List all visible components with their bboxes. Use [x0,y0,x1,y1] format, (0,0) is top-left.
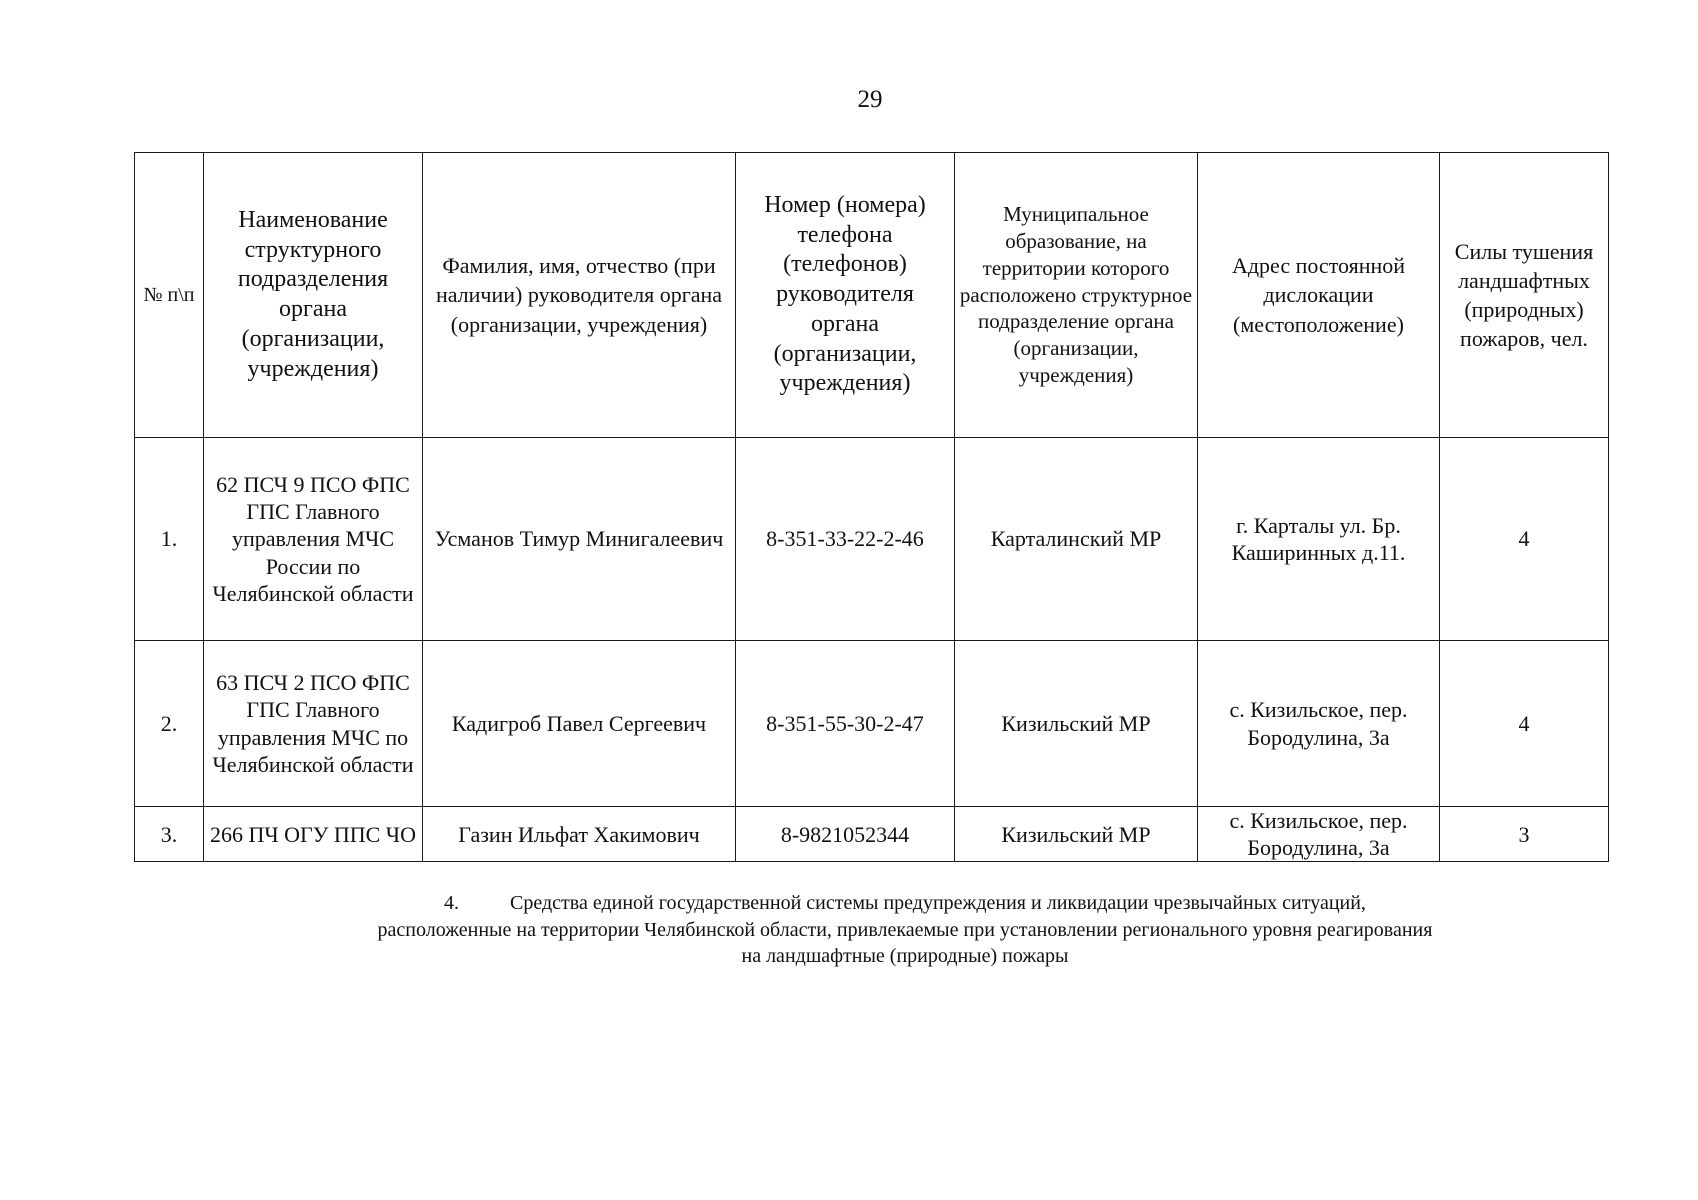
header-municipality: Муниципальное образование, на территории которого расположено структурное подразделение органа (организации, учреждения) [955,153,1198,438]
section-heading [150,890,1660,970]
cell-municipality: Кизильский МР [955,641,1198,807]
cell-address: с. Кизильское, пер. Бородулина, 3а [1198,807,1440,862]
header-head-name: Фамилия, имя, отчество (при наличии) руководителя органа (организации, учреждения) [423,153,736,438]
header-num: № п\п [135,153,204,438]
cell-phone: 8-351-55-30-2-47 [736,641,955,807]
section-number: 4. [444,892,460,914]
cell-unit-name: 266 ПЧ ОГУ ППС ЧО [204,807,423,862]
table-row [135,807,1609,862]
section-heading-line-1 [150,890,1660,917]
cell-num: 1. [135,438,204,641]
section-title-line-3: на ландшафтные (природные) пожары [741,945,1069,968]
cell-municipality: Кизильский МР [955,807,1198,862]
header-row [135,153,1609,438]
cell-address: г. Карталы ул. Бр. Каширинных д.11. [1198,438,1440,641]
section-title-line-1: Средства единой государственной системы предупреждения и ликвидации чрезвычайных ситуаций, [510,892,1366,914]
cell-unit-name: 62 ПСЧ 9 ПСО ФПС ГПС Главного управления МЧС России по Челябинской области [204,438,423,641]
cell-head-name: Усманов Тимур Минигалеевич [423,438,736,641]
units-table [134,152,1609,862]
table-header [135,153,1609,438]
table-row [135,641,1609,807]
cell-address: с. Кизильское, пер. Бородулина, 3а [1198,641,1440,807]
table-row [135,438,1609,641]
header-forces: Силы тушения ландшафтных (природных) пожаров, чел. [1440,153,1609,438]
cell-num: 2. [135,641,204,807]
section-title-line-2: расположенные на территории Челябинской области, привлекаемые при установлении регионального уровня реагирования [377,918,1433,941]
cell-head-name: Газин Ильфат Хакимович [423,807,736,862]
page-number: 29 [857,86,883,113]
cell-unit-name: 63 ПСЧ 2 ПСО ФПС ГПС Главного управления МЧС по Челябинской области [204,641,423,807]
cell-forces: 4 [1440,641,1609,807]
cell-phone: 8-351-33-22-2-46 [736,438,955,641]
cell-phone: 8-9821052344 [736,807,955,862]
table-body [135,438,1609,862]
header-unit-name: Наименование структурного подразделения органа (организации, учреждения) [204,153,423,438]
cell-num: 3. [135,807,204,862]
header-address: Адрес постоянной дислокации (местоположение) [1198,153,1440,438]
header-phone: Номер (номера) телефона (телефонов) руководителя органа (организации, учреждения) [736,153,955,438]
cell-forces: 3 [1440,807,1609,862]
cell-municipality: Карталинский МР [955,438,1198,641]
cell-head-name: Кадигроб Павел Сергеевич [423,641,736,807]
cell-forces: 4 [1440,438,1609,641]
